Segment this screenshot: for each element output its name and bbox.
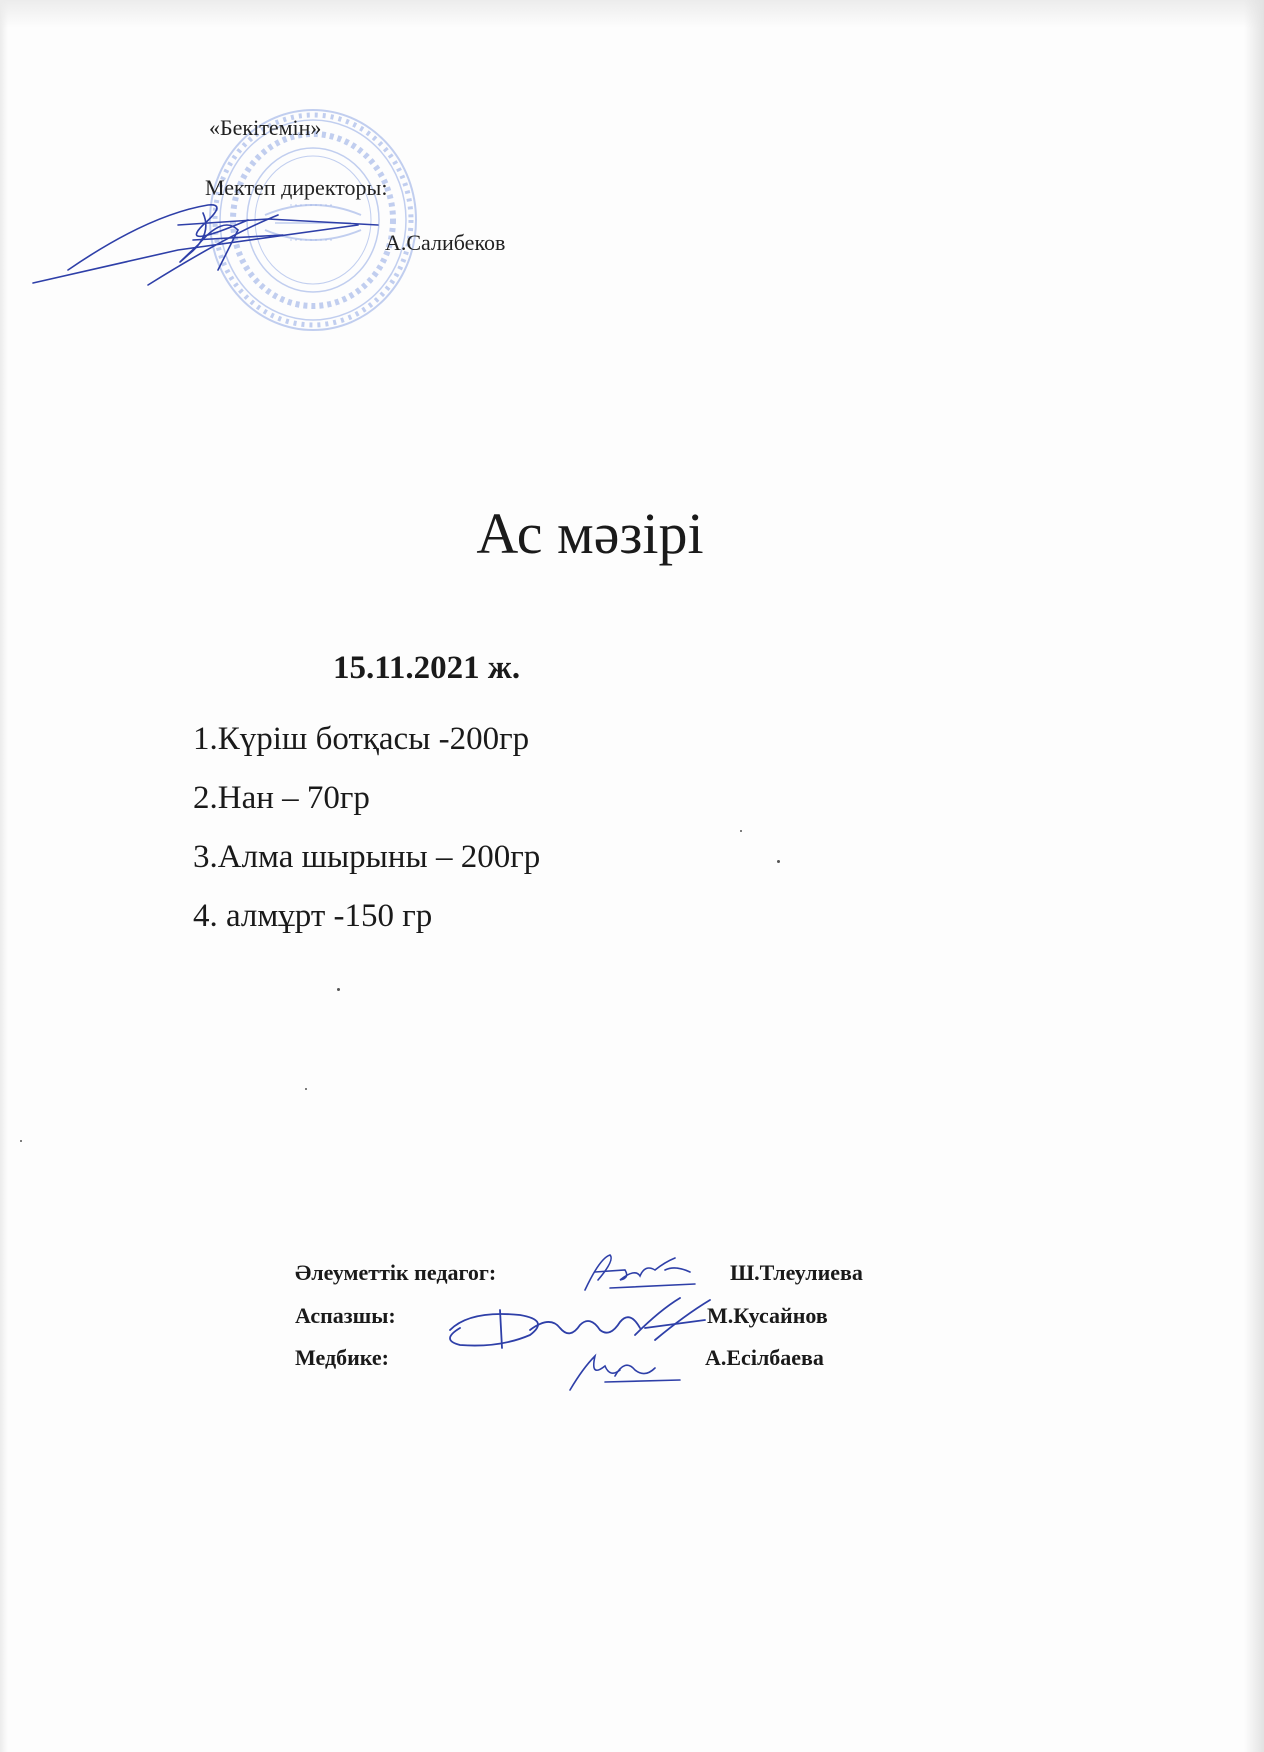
director-title: Мектеп директоры:	[205, 175, 388, 200]
menu-item: 2.Нан – 70гр	[193, 780, 370, 816]
signer-role: Медбике:	[295, 1345, 389, 1370]
scan-edge	[0, 0, 1264, 28]
scan-speck	[305, 1088, 307, 1090]
menu-item: 3.Алма шырыны – 200гр	[193, 839, 541, 875]
signer-role: Әлеуметтік педагог:	[295, 1260, 497, 1285]
menu-item: 4. алмұрт -150 гр	[193, 898, 433, 934]
nurse-signature	[565, 1348, 685, 1393]
scan-speck	[740, 830, 742, 832]
signer-role: Аспазшы:	[295, 1303, 396, 1328]
scan-speck	[777, 860, 780, 863]
menu-item: 1.Күріш ботқасы -200гр	[193, 721, 530, 757]
signer-name: А.Есілбаева	[705, 1345, 824, 1370]
menu-date: 15.11.2021 ж.	[333, 650, 521, 686]
scan-edge	[0, 0, 8, 1752]
social-pedagogue-signature	[580, 1250, 700, 1295]
director-name: А.Салибеков	[385, 230, 506, 255]
scan-speck	[337, 988, 340, 991]
cook-signature	[440, 1290, 720, 1355]
page-title: Ас мәзірі	[476, 501, 704, 566]
director-signature	[28, 195, 388, 305]
approval-label: «Бекітемін»	[209, 115, 322, 140]
menu-list	[193, 710, 540, 946]
signer-name: Ш.Тлеулиева	[730, 1260, 863, 1285]
scan-edge	[1244, 0, 1264, 1752]
scan-speck	[20, 1140, 22, 1142]
signer-name: М.Кусайнов	[707, 1303, 828, 1328]
